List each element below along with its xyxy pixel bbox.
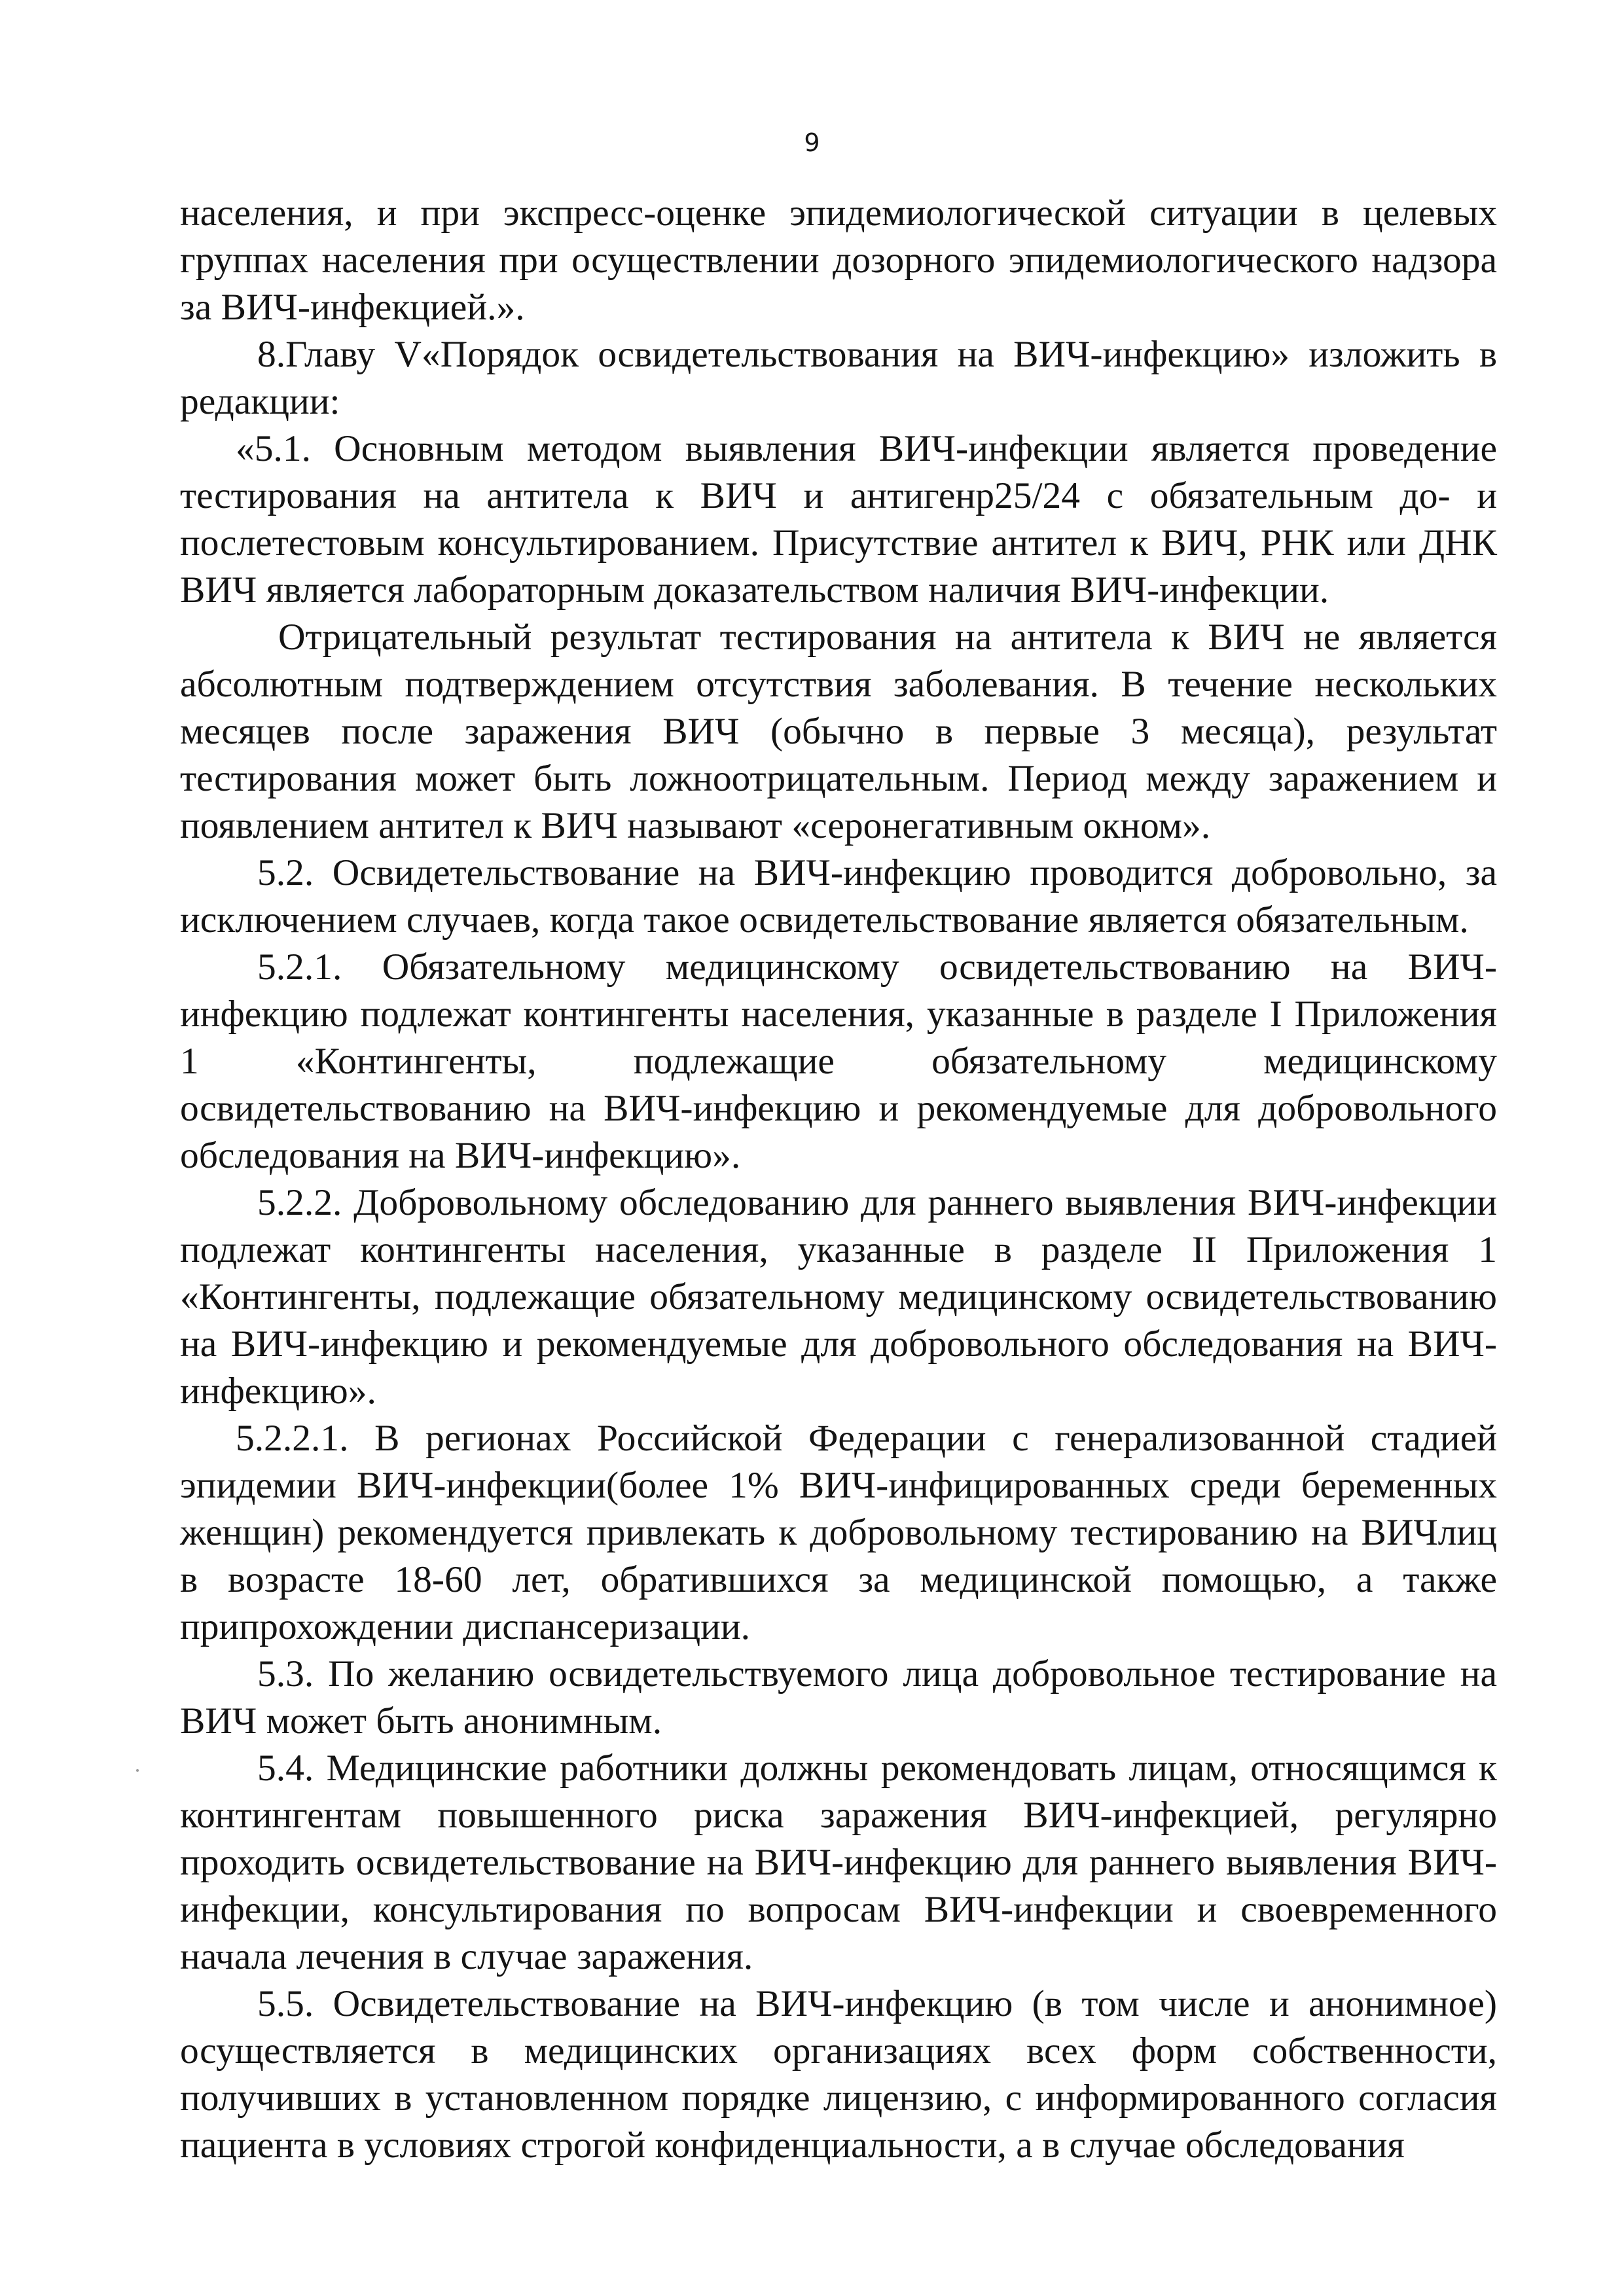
- document-body: [180, 190, 1497, 2169]
- paragraph-5-5: 5.5. Освидетельствование на ВИЧ-инфекцию (в том числе и анонимное) осуществляется в медицинских организациях всех форм собственности, получивших в установленном порядке лицензию, с информированного согласия пациента в условиях строгой конфиденциальности, а в случае обследования: [180, 1983, 1497, 2166]
- paragraph-5-2-2: 5.2.2. Добровольному обследованию для раннего выявления ВИЧ-инфекции подлежат контингенты населения, указанные в разделе II Приложения 1 «Контингенты, подлежащие обязательному медицинскому освидетельствованию на ВИЧ-инфекцию и рекомендуемые для добровольного обследования на ВИЧ-инфекцию».: [180, 1182, 1497, 1412]
- paragraph-chapter-v-amendment: 8.Главу V«Порядок освидетельствования на ВИЧ-инфекцию» изложить в редакции:: [180, 334, 1497, 422]
- paragraph-5-2-2-1: 5.2.2.1. В регионах Российской Федерации с генерализованной стадией эпидемии ВИЧ-инфекции(более 1% ВИЧ-инфицированных среди беременных женщин) рекомендуется привлекать к добровольному тестированию на ВИЧлиц в возрасте 18-60 лет, обратившихся за медицинской помощью, а также припрохождении диспансеризации.: [180, 1418, 1497, 1647]
- paragraph-5-2: 5.2. Освидетельствование на ВИЧ-инфекцию проводится добровольно, за исключением случаев, когда такое освидетельствование является обязательным.: [180, 852, 1497, 941]
- scan-dot-mark: [136, 1769, 139, 1772]
- paragraph-continuation: населения, и при экспресс-оценке эпидемиологической ситуации в целевых группах населения при осуществлении дозорного эпидемиологического надзора за ВИЧ-инфекцией.».: [180, 192, 1497, 328]
- page-number: 9: [804, 128, 820, 157]
- paragraph-5-1: «5.1. Основным методом выявления ВИЧ-инфекции является проведение тестирования на антитела к ВИЧ и антигенр25/24 с обязательным до- и послетестовым консультированием. Присутствие антител к ВИЧ, РНК или ДНК ВИЧ является лабораторным доказательством наличия ВИЧ-инфекции.: [180, 428, 1497, 611]
- paragraph-5-2-1: 5.2.1. Обязательному медицинскому освидетельствованию на ВИЧ-инфекцию подлежат контингенты населения, указанные в разделе I Приложения 1 «Контингенты, подлежащие обязательному медицинскому освидетельствованию на ВИЧ-инфекцию и рекомендуемые для добровольного обследования на ВИЧ-инфекцию».: [180, 946, 1497, 1176]
- paragraph-5-4: 5.4. Медицинские работники должны рекомендовать лицам, относящимся к контингентам повышенного риска заражения ВИЧ-инфекцией, регулярно проходить освидетельствование на ВИЧ-инфекцию для раннего выявления ВИЧ-инфекции, консультирования по вопросам ВИЧ-инфекции и своевременного начала лечения в случае заражения.: [180, 1748, 1497, 1977]
- paragraph-negative-result: Отрицательный результат тестирования на антитела к ВИЧ не является абсолютным подтверждением отсутствия заболевания. В течение нескольких месяцев после заражения ВИЧ (обычно в первые 3 месяца), результат тестирования может быть ложноотрицательным. Период между заражением и появлением антител к ВИЧ называют «серонегативным окном».: [180, 617, 1497, 846]
- paragraph-5-3: 5.3. По желанию освидетельствуемого лица добровольное тестирование на ВИЧ может быть анонимным.: [180, 1653, 1497, 1742]
